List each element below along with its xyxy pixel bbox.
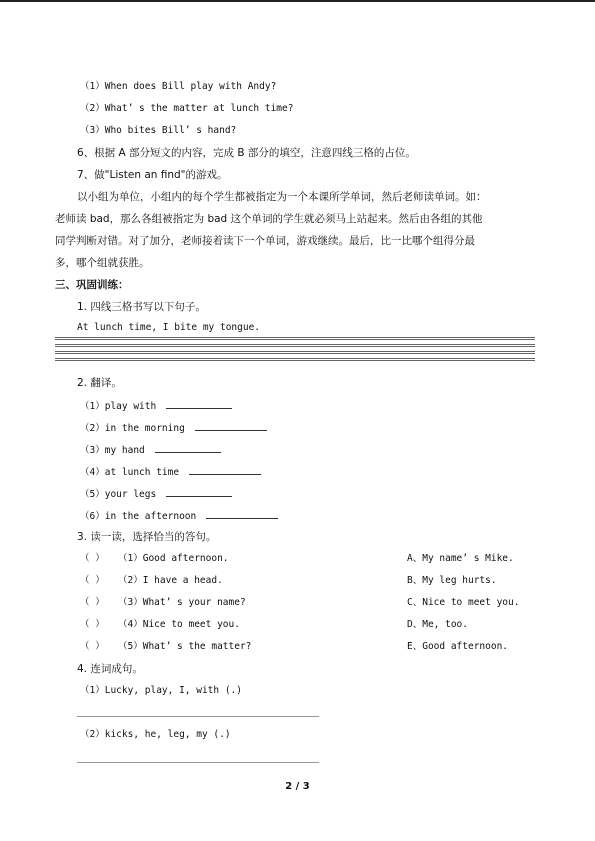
section-3-title: 三、巩固训练： xyxy=(55,279,129,291)
answer-blank[interactable] xyxy=(195,420,267,431)
match-answer-b: B、My leg hurts. xyxy=(407,575,497,586)
exercise-2-title: 2. 翻译。 xyxy=(77,377,122,389)
paragraph-line-1: 以小组为单位，小组内的每个学生都被指定为一个本课所学单词，然后老师读单词。如： xyxy=(77,191,487,203)
match-answer-e: E、Good afternoon. xyxy=(407,641,509,652)
paragraph-line-2: 老师读 bad，那么各组被指定为 bad 这个单词的学生就必须马上站起来。然后由各组的其他 xyxy=(55,213,483,225)
exercise-3-title: 3. 读一读，选择恰当的答句。 xyxy=(77,531,217,543)
answer-line[interactable] xyxy=(77,762,319,763)
answer-blank[interactable] xyxy=(155,442,221,453)
answer-paren[interactable]: （ ） xyxy=(80,597,105,608)
translate-item-1 xyxy=(80,398,232,414)
translate-item-3-text: （3）my hand xyxy=(80,445,145,456)
match-question-5: （5）What’ s the matter? xyxy=(118,641,252,652)
four-line-grid-line-3 xyxy=(55,351,535,352)
four-line-grid-line-1 xyxy=(55,337,535,338)
reorder-item-1: （1）Lucky, play, I, with (.) xyxy=(80,685,242,696)
four-line-grid-line-4b xyxy=(55,360,535,361)
match-question-4: （4）Nice to meet you. xyxy=(118,619,240,630)
match-answer-a: A、My name’ s Mike. xyxy=(407,553,514,564)
question-3: （3）Who bites Bill’ s hand? xyxy=(80,125,237,136)
match-row-4 xyxy=(80,618,240,632)
match-question-1: （1）Good afternoon. xyxy=(118,553,229,564)
paragraph-line-3: 同学判断对错。对了加分，老师接着读下一个单词，游戏继续。最后，比一比哪个组得分最 xyxy=(55,235,475,247)
question-1: （1）When does Bill play with Andy? xyxy=(80,81,277,92)
four-line-grid-line-1b xyxy=(55,339,535,340)
match-row-1 xyxy=(80,552,229,566)
translate-item-5 xyxy=(80,486,232,502)
four-line-grid-line-2b xyxy=(55,346,535,347)
match-answer-d: D、Me, too. xyxy=(407,619,468,630)
translate-item-4 xyxy=(80,464,261,480)
item-7: 7、做"Listen an find"的游戏。 xyxy=(77,169,228,181)
translate-item-6 xyxy=(80,508,278,524)
page-number: 2 / 3 xyxy=(285,781,310,792)
translate-item-3 xyxy=(80,442,221,458)
answer-paren[interactable]: （ ） xyxy=(80,553,105,564)
four-line-grid-line-4 xyxy=(55,358,535,359)
question-2: （2）What’ s the matter at lunch time? xyxy=(80,103,294,114)
exercise-1-title: 1. 四线三格书写以下句子。 xyxy=(77,301,206,313)
answer-blank[interactable] xyxy=(189,464,261,475)
match-question-2: （2）I have a head. xyxy=(118,575,223,586)
translate-item-1-text: （1）play with xyxy=(80,401,157,412)
reorder-item-2: （2）kicks, he, leg, my (.) xyxy=(80,729,231,740)
answer-line[interactable] xyxy=(77,716,319,717)
translate-item-2 xyxy=(80,420,267,436)
translate-item-2-text: （2）in the morning xyxy=(80,423,185,434)
four-line-grid-line-3b xyxy=(55,353,535,354)
exercise-4-title: 4. 连词成句。 xyxy=(77,663,143,675)
match-row-5 xyxy=(80,640,251,654)
translate-item-4-text: （4）at lunch time xyxy=(80,467,180,478)
match-row-2 xyxy=(80,574,223,588)
answer-blank[interactable] xyxy=(166,398,232,409)
match-row-3 xyxy=(80,596,246,610)
answer-paren[interactable]: （ ） xyxy=(80,575,105,586)
four-line-grid-line-2 xyxy=(55,344,535,345)
answer-blank[interactable] xyxy=(206,508,278,519)
page-top-rule xyxy=(0,0,595,2)
translate-item-5-text: （5）your legs xyxy=(80,489,157,500)
translate-item-6-text: （6）in the afternoon xyxy=(80,511,197,522)
answer-paren[interactable]: （ ） xyxy=(80,641,105,652)
answer-blank[interactable] xyxy=(166,486,232,497)
match-question-3: （3）What’ s your name? xyxy=(118,597,246,608)
paragraph-line-4: 多，哪个组就获胜。 xyxy=(55,257,150,269)
item-6: 6、根据 A 部分短文的内容，完成 B 部分的填空，注意四线三格的占位。 xyxy=(77,147,416,159)
answer-paren[interactable]: （ ） xyxy=(80,619,105,630)
exercise-1-sentence: At lunch time, I bite my tongue. xyxy=(77,322,261,333)
match-answer-c: C、Nice to meet you. xyxy=(407,597,520,608)
